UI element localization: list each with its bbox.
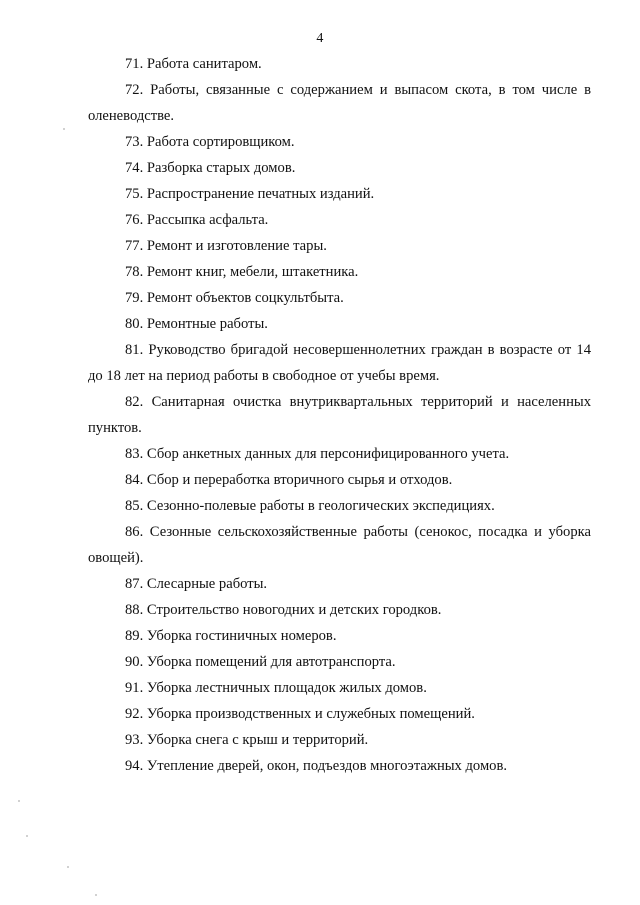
item-number: 86. bbox=[125, 524, 144, 540]
item-number: 79. bbox=[125, 290, 144, 306]
item-text: Ремонт и изготовление тары. bbox=[146, 238, 327, 254]
list-item bbox=[88, 129, 591, 155]
item-text: Уборка помещений для автотранспорта. bbox=[146, 654, 396, 670]
scan-speck bbox=[67, 866, 69, 868]
item-number: 82. bbox=[125, 394, 144, 410]
item-text: Ремонт книг, мебели, штакетника. bbox=[146, 264, 359, 280]
item-number: 77. bbox=[125, 238, 144, 254]
list-item bbox=[88, 207, 591, 233]
list-item bbox=[88, 51, 591, 77]
item-number: 76. bbox=[125, 212, 144, 228]
item-text: Ремонт объектов соцкультбыта. bbox=[146, 290, 344, 306]
item-text: Строительство новогодних и детских городков. bbox=[146, 602, 442, 618]
item-text: Сезонно-полевые работы в геологических экспедициях. bbox=[146, 498, 495, 514]
item-number: 83. bbox=[125, 446, 144, 462]
item-text: Работы, связанные с содержанием и выпасом скота, в том числе в оленеводстве. bbox=[88, 82, 591, 124]
list-item bbox=[88, 701, 591, 727]
item-number: 88. bbox=[125, 602, 144, 618]
item-text: Сбор и переработка вторичного сырья и отходов. bbox=[146, 472, 453, 488]
list-item bbox=[88, 337, 591, 389]
item-number: 74. bbox=[125, 160, 144, 176]
item-text: Санитарная очистка внутриквартальных территорий и населенных пунктов. bbox=[88, 394, 591, 436]
list-item bbox=[88, 233, 591, 259]
item-text: Уборка гостиничных номеров. bbox=[146, 628, 337, 644]
item-text: Работа санитаром. bbox=[146, 56, 262, 72]
item-text: Сезонные сельскохозяйственные работы (сенокос, посадка и уборка овощей). bbox=[88, 524, 591, 566]
item-text: Сбор анкетных данных для персонифицированного учета. bbox=[146, 446, 510, 462]
item-text: Распространение печатных изданий. bbox=[146, 186, 375, 202]
list-item bbox=[88, 727, 591, 753]
item-number: 81. bbox=[125, 342, 144, 358]
scan-speck bbox=[26, 835, 28, 837]
work-list bbox=[88, 51, 591, 779]
list-item bbox=[88, 77, 591, 129]
list-item bbox=[88, 753, 591, 779]
item-number: 78. bbox=[125, 264, 144, 280]
list-item bbox=[88, 649, 591, 675]
page-number: 4 bbox=[316, 31, 324, 46]
item-text: Слесарные работы. bbox=[146, 576, 268, 592]
list-item bbox=[88, 519, 591, 571]
item-text: Работа сортировщиком. bbox=[146, 134, 295, 150]
item-text: Утепление дверей, окон, подъездов многоэтажных домов. bbox=[146, 758, 508, 774]
list-item bbox=[88, 623, 591, 649]
scan-speck bbox=[63, 128, 65, 130]
item-number: 91. bbox=[125, 680, 144, 696]
scan-speck bbox=[95, 894, 97, 896]
list-item bbox=[88, 675, 591, 701]
item-number: 85. bbox=[125, 498, 144, 514]
list-item bbox=[88, 571, 591, 597]
item-number: 72. bbox=[125, 82, 144, 98]
item-number: 73. bbox=[125, 134, 144, 150]
item-number: 84. bbox=[125, 472, 144, 488]
item-text: Уборка лестничных площадок жилых домов. bbox=[146, 680, 427, 696]
list-item bbox=[88, 441, 591, 467]
list-item bbox=[88, 285, 591, 311]
list-item bbox=[88, 181, 591, 207]
item-number: 89. bbox=[125, 628, 144, 644]
list-item bbox=[88, 311, 591, 337]
list-item bbox=[88, 155, 591, 181]
item-text: Руководство бригадой несовершеннолетних граждан в возрасте от 14 до 18 лет на период работы в свободное от учебы время. bbox=[88, 342, 592, 384]
item-number: 75. bbox=[125, 186, 144, 202]
scan-speck bbox=[18, 800, 20, 802]
item-text: Разборка старых домов. bbox=[146, 160, 296, 176]
list-item bbox=[88, 259, 591, 285]
item-text: Уборка производственных и служебных помещений. bbox=[146, 706, 475, 722]
list-item bbox=[88, 493, 591, 519]
item-number: 93. bbox=[125, 732, 144, 748]
item-number: 71. bbox=[125, 56, 144, 72]
item-number: 94. bbox=[125, 758, 144, 774]
item-number: 87. bbox=[125, 576, 144, 592]
list-item bbox=[88, 597, 591, 623]
list-item bbox=[88, 389, 591, 441]
item-number: 92. bbox=[125, 706, 144, 722]
item-text: Уборка снега с крыш и территорий. bbox=[146, 732, 369, 748]
item-number: 90. bbox=[125, 654, 144, 670]
item-number: 80. bbox=[125, 316, 144, 332]
list-item bbox=[88, 467, 591, 493]
item-text: Ремонтные работы. bbox=[146, 316, 268, 332]
item-text: Рассыпка асфальта. bbox=[146, 212, 269, 228]
